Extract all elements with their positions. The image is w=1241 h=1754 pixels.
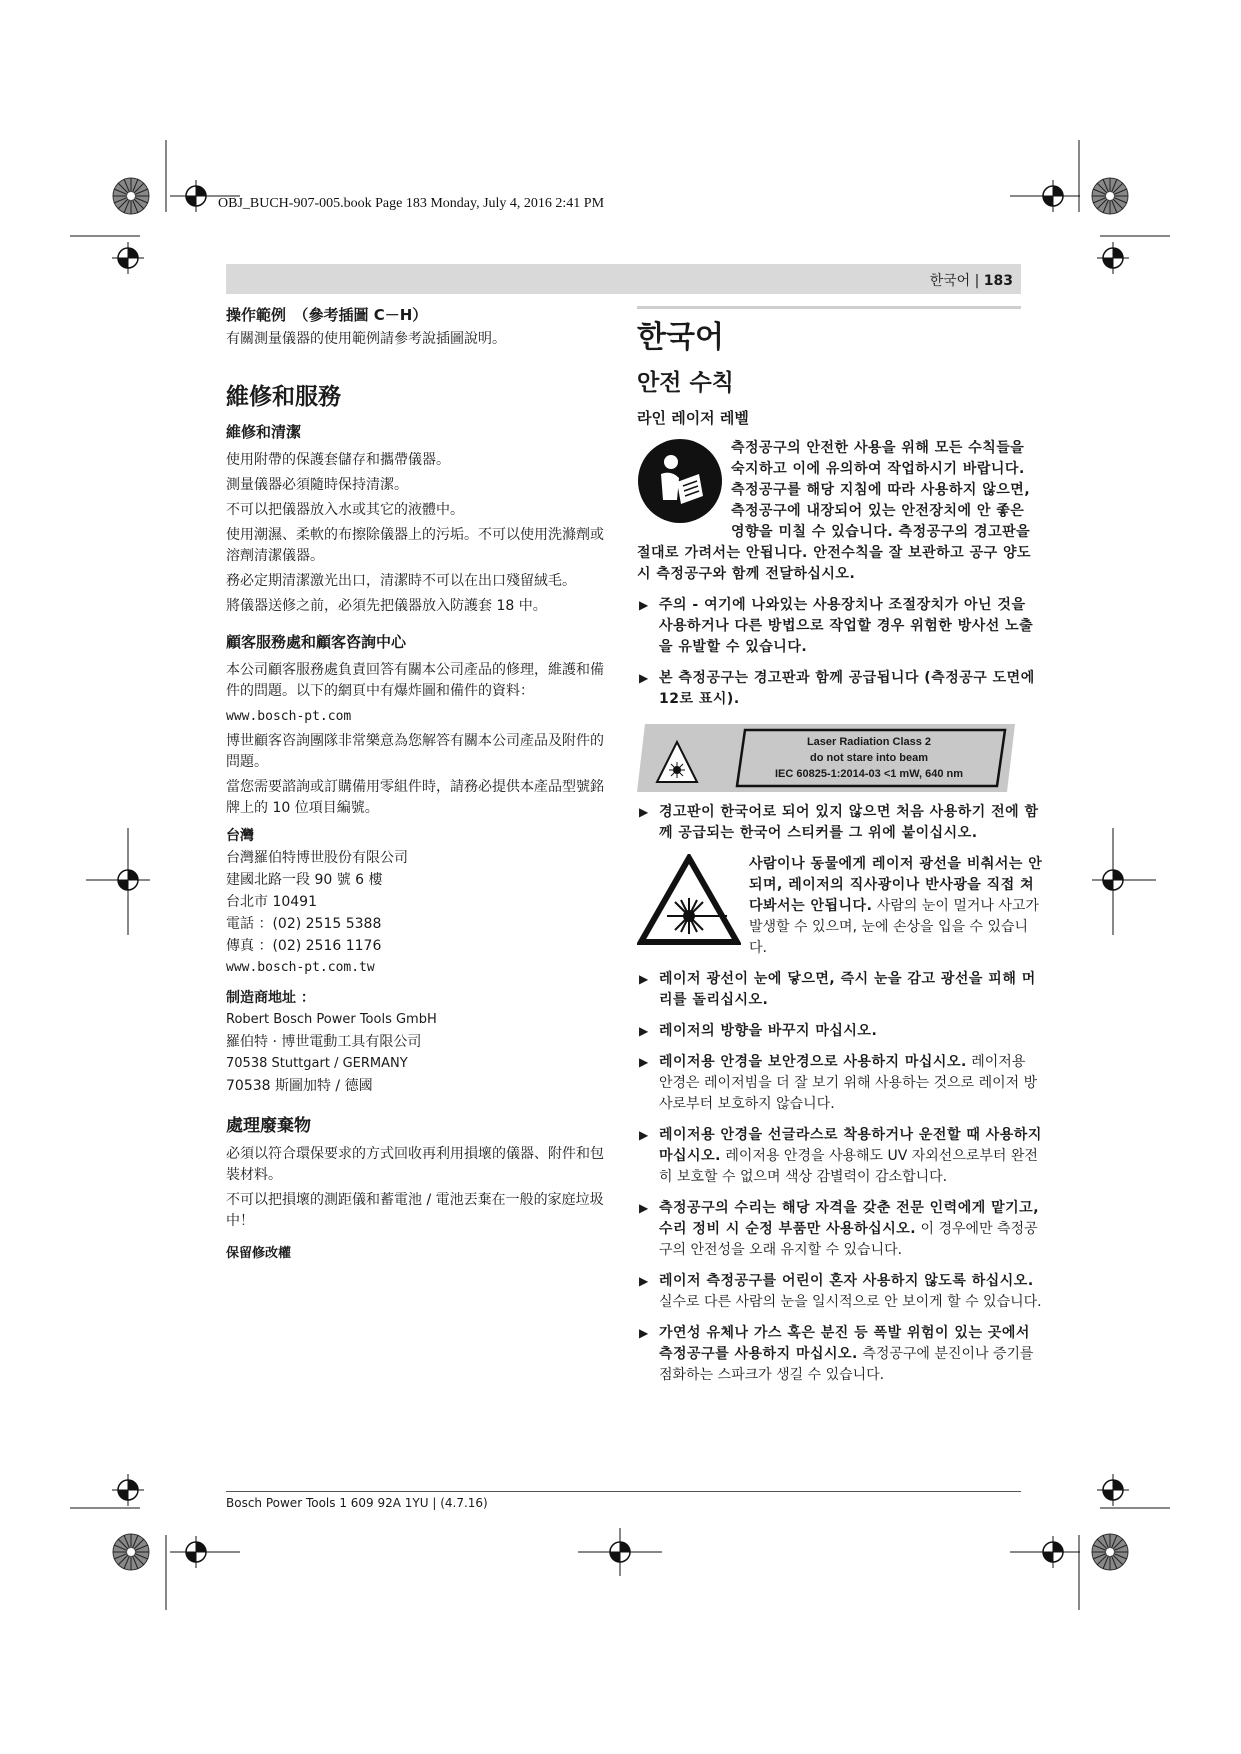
bullet-item: [637, 595, 1043, 658]
service-url[interactable]: www.bosch-pt.com: [226, 709, 352, 724]
line-laser-title: 라인 레이저 레벨: [637, 409, 749, 427]
bullet-bold: 측정공구의 수리는 해당 자격을 갖춘 전문 인력에게 맡기고, 수리 정비 시 순정 부품만 사용하십시오.: [659, 1200, 1040, 1237]
bullet-triangle-icon: ▶: [639, 1274, 649, 1288]
cleaning-para: 將儀器送修之前，必須先把儀器放入防護套 18 中。: [226, 598, 547, 614]
cleaning-title: 維修和清潔: [226, 423, 302, 441]
bullet-normal: 레이저용 안경을 사용해도 UV 자외선으로부터 완전히 보호할 수 없으며 색상 감별력이 감소합니다.: [659, 1148, 1038, 1185]
header-language: 한국어: [929, 273, 971, 289]
cleaning-para: 測量儀器必須隨時保持清潔。: [226, 477, 408, 493]
bullet-normal: 레이저용 안경은 레이저빔을 더 잘 보기 위해 사용하는 것으로 레이저 방사로부터 보호하지 않습니다.: [659, 1054, 1038, 1112]
taiwan-heading: 台灣: [226, 828, 254, 844]
reserved-note: 保留修改權: [226, 1246, 292, 1261]
bullet-normal: 실수로 다른 사람의 눈을 일시적으로 안 보이게 할 수 있습니다.: [659, 1294, 1042, 1310]
manufacturer-line: 70538 斯圖加特 / 德國: [226, 1078, 373, 1094]
bullet-item: [637, 1125, 1043, 1188]
fax-line: 傳真 ：(02) 2516 1176: [226, 938, 382, 954]
disposal-para: 必須以符合環保要求的方式回收再利用損壞的儀器、附件和包裝材料。: [226, 1146, 604, 1183]
bullet-bold: 레이저 광선이 눈에 닿으면, 즉시 눈을 감고 광선을 피해 머리를 돌리십시오.: [659, 971, 1036, 1008]
bullet-triangle-icon: ▶: [639, 671, 649, 685]
bullet-bold: 레이저용 안경을 선글라스로 착용하거나 운전할 때 사용하지 마십시오.: [659, 1127, 1042, 1164]
header-text: [930, 270, 1013, 290]
cleaning-para: 使用潮濕、柔軟的布擦除儀器上的污垢。不可以使用洗滌劑或溶劑清潔儀器。: [226, 527, 604, 564]
disposal-title: 處理廢棄物: [226, 1116, 311, 1136]
bullet-item: [637, 668, 1043, 710]
bullet-bold: 레이저 측정공구를 어린이 혼자 사용하지 않도록 하십시오.: [659, 1273, 1034, 1289]
laser-warning-bold: 사람이나 동물에게 레이저 광선을 비춰서는 안되며, 레이저의 직사광이나 반사광을 직접 쳐다봐서는 안됩니다.: [749, 856, 1043, 914]
safety-title: 안전 수칙: [637, 370, 734, 396]
maintenance-title: 維修和服務: [226, 384, 341, 410]
bullet-triangle-icon: ▶: [639, 1201, 649, 1215]
bullet-triangle-icon: ▶: [639, 1024, 649, 1038]
bullet-item: [637, 1052, 1043, 1115]
warning-label-line: do not stare into beam: [810, 752, 928, 764]
bullet-bold: 레이저의 방향을 바꾸지 마십시오.: [659, 1023, 878, 1039]
bullet-bold: 가연성 유체나 가스 혹은 분진 등 폭발 위험이 있는 곳에서 측정공구를 사용하지 마십시오.: [659, 1325, 1030, 1362]
bullet-triangle-icon: ▶: [639, 1326, 649, 1340]
read-manual-icon: [637, 438, 723, 524]
bullet-item: [637, 1198, 1043, 1261]
taiwan-address: [226, 825, 616, 979]
service-para: 當您需要諮詢或訂購備用零組件時，請務必提供本產品型號銘牌上的 10 位項目編號。: [226, 779, 604, 816]
laser-warning-normal: 사람의 눈이 멀거나 사고가 발생할 수 있으며, 눈에 손상을 입을 수 있습니다.: [749, 898, 1039, 956]
phone-line: 電話 ：(02) 2515 5388: [226, 916, 382, 932]
manufacturer-line: 羅伯特 · 博世電動工具有限公司: [226, 1034, 422, 1050]
manufacturer-line: Robert Bosch Power Tools GmbH: [226, 1012, 437, 1027]
language-title: 한국어: [637, 320, 724, 355]
bullet-triangle-icon: ▶: [639, 1128, 649, 1142]
service-title: 顧客服務處和顧客咨詢中心: [226, 633, 407, 651]
header-separator: |: [970, 273, 984, 289]
service-para: 本公司顧客服務處負責回答有關本公司產品的修理，維護和備件的問題。以下的網頁中有爆炸圖和備件的資料：: [226, 662, 604, 699]
intro-block: [637, 438, 1043, 585]
bullet-normal: 측정공구에 분진이나 증기를 점화하는 스파크가 생길 수 있습니다.: [659, 1346, 1034, 1383]
bullet-bold: 본 측정공구는 경고판과 함께 공급됩니다 (측정공구 도면에 12로 표시).: [659, 670, 1035, 707]
bullet-item: [637, 1323, 1043, 1386]
page-number: 183: [983, 273, 1013, 289]
cleaning-para: 不可以把儀器放入水或其它的液體中。: [226, 502, 464, 518]
service-para: 博世顧客咨詢團隊非常樂意為您解答有關本公司產品及附件的問題。: [226, 733, 604, 770]
manufacturer-address: [226, 987, 616, 1097]
warning-label-line: Laser Radiation Class 2: [806, 736, 932, 748]
bullet-item: [637, 1021, 1043, 1042]
bullet-item: [637, 969, 1043, 1011]
address-line: 台北市 10491: [226, 894, 317, 910]
bullet-triangle-icon: ▶: [639, 598, 649, 612]
footer-rule: [226, 1491, 1021, 1492]
laser-warning-label: [637, 724, 1015, 792]
manufacturer-title: 制造商地址 ：: [226, 990, 315, 1006]
page-footer: Bosch Power Tools 1 609 92A 1YU | (4.7.16): [226, 1496, 488, 1510]
page-header: [226, 264, 1021, 294]
bullet-triangle-icon: ▶: [639, 1055, 649, 1069]
manufacturer-line: 70538 Stuttgart / GERMANY: [226, 1056, 408, 1071]
op-example-title: 操作範例 （參考插圖 C－H）: [226, 306, 428, 324]
disposal-para: 不可以把損壞的測距儀和蓄電池 / 電池丟棄在一般的家庭垃圾中！: [226, 1192, 604, 1229]
laser-warning-block: [637, 854, 1043, 959]
book-info-line: OBJ_BUCH-907-005.book Page 183 Monday, July 4, 2016 2:41 PM: [218, 196, 605, 211]
op-example-text: 有關測量儀器的使用範例請參考說插圖說明。: [226, 331, 506, 347]
bullet-item: [637, 802, 1043, 844]
right-column: [637, 302, 1043, 1386]
warning-label-line: IEC 60825-1:2014-03 <1 mW, 640 nm: [774, 768, 964, 780]
bullet-triangle-icon: ▶: [639, 805, 649, 819]
bullet-triangle-icon: ▶: [639, 972, 649, 986]
cleaning-para: 使用附帶的保護套儲存和攜帶儀器。: [226, 452, 450, 468]
warning-label-text: [741, 734, 997, 782]
bullet-normal: 이 경우에만 측정공구의 안전성을 오래 유지할 수 있습니다.: [659, 1221, 1038, 1258]
bullet-bold: 경고판이 한국어로 되어 있지 않으면 처음 사용하기 전에 함께 공급되는 한국어 스티커를 그 위에 붙이십시오.: [659, 804, 1039, 841]
laser-hazard-icon: [637, 854, 741, 946]
intro-text: 측정공구의 안전한 사용을 위해 모든 수칙들을 숙지하고 이에 유의하여 작업하시기 바랍니다. 측정공구를 해당 지침에 따라 사용하지 않으면, 측정공구에 내장되어 있는 안전장치에 안 좋은 영향을 미칠 수 있습니다. 측정공구의 경고판을 절대로 가려서는 안됩니다. 안전수칙을 잘 보관하고 공구 양도 시 측정공구와 함께 전달하십시오.: [637, 440, 1032, 582]
address-line: 建國北路一段 90 號 6 樓: [226, 872, 383, 888]
left-column: [226, 302, 616, 1261]
bullet-bold: 주의 - 여기에 나와있는 사용장치나 조절장치가 아닌 것을 사용하거나 다른 방법으로 작업할 경우 위험한 방사선 노출을 유발할 수 있습니다.: [659, 597, 1034, 655]
taiwan-url[interactable]: www.bosch-pt.com.tw: [226, 960, 375, 975]
bullet-item: [637, 1271, 1043, 1313]
address-line: 台灣羅伯特博世股份有限公司: [226, 850, 408, 866]
bullet-bold: 레이저용 안경을 보안경으로 사용하지 마십시오.: [659, 1054, 967, 1070]
cleaning-para: 務必定期清潔激光出口，清潔時不可以在出口殘留絨毛。: [226, 573, 576, 589]
